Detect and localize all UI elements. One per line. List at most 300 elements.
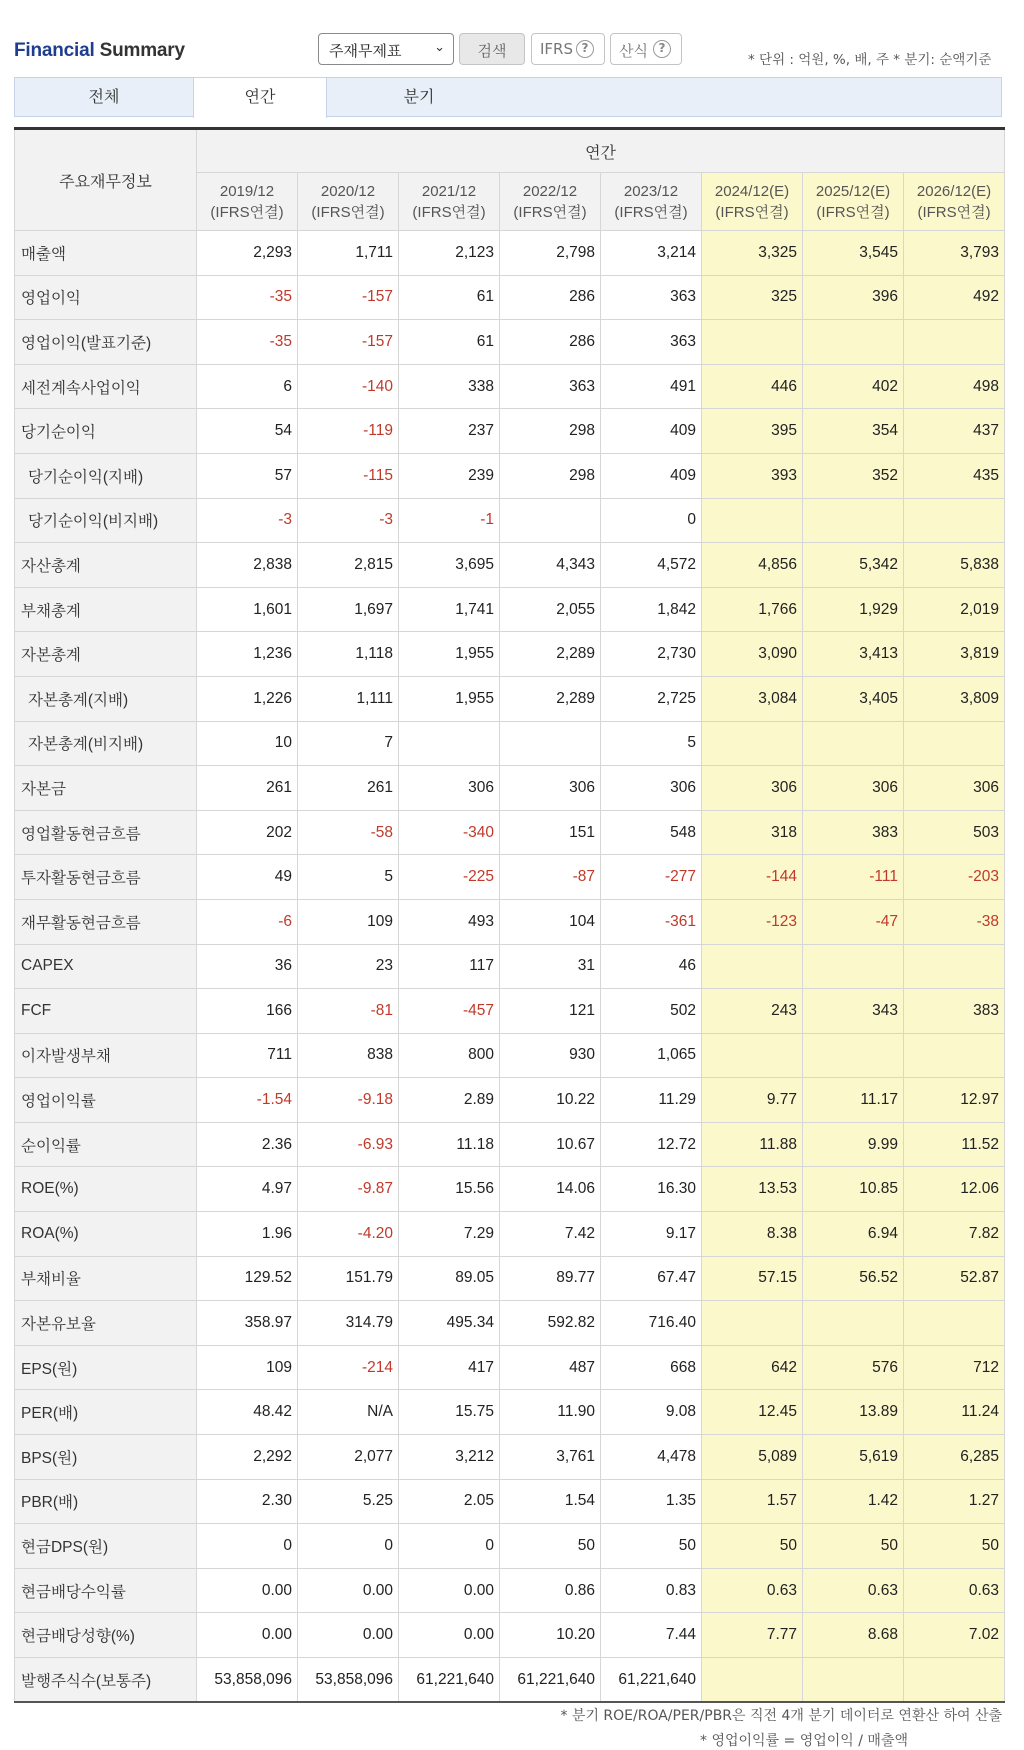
table-cell: -6.93 (298, 1122, 399, 1167)
table-cell: 354 (803, 409, 904, 454)
table-row (15, 632, 1005, 677)
table-cell: 306 (601, 766, 702, 811)
table-cell: 0.00 (298, 1568, 399, 1613)
table-cell: 15.75 (399, 1390, 500, 1435)
table-row (15, 231, 1005, 276)
table-cell: 363 (500, 364, 601, 409)
table-cell: 11.90 (500, 1390, 601, 1435)
table-cell: 492 (904, 275, 1005, 320)
toolbar (0, 0, 1024, 76)
table-cell: 2,725 (601, 676, 702, 721)
table-cell (904, 1033, 1005, 1078)
table-cell: 3,212 (399, 1435, 500, 1480)
table-cell: 437 (904, 409, 1005, 454)
column-basis: (IFRS연결) (614, 203, 688, 221)
table-cell (803, 944, 904, 989)
tab-all[interactable]: 전체 (88, 87, 120, 106)
column-header (399, 173, 500, 231)
table-cell: -157 (298, 275, 399, 320)
table-cell (500, 498, 601, 543)
table-cell: 314.79 (298, 1301, 399, 1346)
table-cell: 12.72 (601, 1122, 702, 1167)
table-cell: -6 (197, 899, 298, 944)
table-cell: 1,929 (803, 587, 904, 632)
table-cell: 4,343 (500, 543, 601, 588)
row-label: 자본유보율 (15, 1301, 197, 1346)
table-cell: 5,619 (803, 1435, 904, 1480)
table-cell: 1.27 (904, 1479, 1005, 1524)
table-cell: -111 (803, 855, 904, 900)
table-cell: 1.54 (500, 1479, 601, 1524)
table-row (15, 1301, 1005, 1346)
row-label: PER(배) (15, 1390, 197, 1435)
row-label: 자본총계(지배) (15, 676, 197, 721)
table-cell: 12.06 (904, 1167, 1005, 1212)
table-cell: 4,572 (601, 543, 702, 588)
row-label: 영업이익률 (15, 1078, 197, 1123)
table-row (15, 1479, 1005, 1524)
table-cell: 50 (702, 1524, 803, 1569)
table-cell: 109 (197, 1345, 298, 1390)
row-label: 이자발생부채 (15, 1033, 197, 1078)
table-cell: 2,815 (298, 543, 399, 588)
table-row (15, 320, 1005, 365)
table-cell: 237 (399, 409, 500, 454)
table-cell: 23 (298, 944, 399, 989)
table-cell (803, 498, 904, 543)
table-cell: 498 (904, 364, 1005, 409)
table-cell: -140 (298, 364, 399, 409)
table-cell (904, 320, 1005, 365)
table-cell: 1,766 (702, 587, 803, 632)
table-cell: 286 (500, 275, 601, 320)
column-period: 2026/12(E) (916, 182, 992, 200)
table-cell: 31 (500, 944, 601, 989)
table-cell: 286 (500, 320, 601, 365)
table-cell (500, 721, 601, 766)
table-cell: 3,084 (702, 676, 803, 721)
table-cell (702, 320, 803, 365)
table-cell: 306 (500, 766, 601, 811)
table-cell: 117 (399, 944, 500, 989)
table-cell: 11.17 (803, 1078, 904, 1123)
table-cell: -38 (904, 899, 1005, 944)
search-button[interactable]: 검색 (459, 33, 525, 65)
table-cell: -123 (702, 899, 803, 944)
column-period: 2025/12(E) (815, 182, 891, 200)
table-cell: 13.53 (702, 1167, 803, 1212)
column-header (601, 173, 702, 231)
table-cell: -35 (197, 275, 298, 320)
table-cell: 502 (601, 989, 702, 1034)
table-cell: 50 (904, 1524, 1005, 1569)
table-cell: 493 (399, 899, 500, 944)
row-label: 자본총계 (15, 632, 197, 677)
table-cell: 3,761 (500, 1435, 601, 1480)
row-label: 현금DPS(원) (15, 1524, 197, 1569)
table-cell: -203 (904, 855, 1005, 900)
table-cell (803, 721, 904, 766)
row-label: FCF (15, 989, 197, 1034)
table-cell (904, 944, 1005, 989)
table-row (15, 1033, 1005, 1078)
table-cell: 104 (500, 899, 601, 944)
table-cell (702, 944, 803, 989)
column-header (298, 173, 399, 231)
table-cell: 5 (601, 721, 702, 766)
row-label: PBR(배) (15, 1479, 197, 1524)
column-basis: (IFRS연결) (311, 203, 385, 221)
table-cell: 7.02 (904, 1613, 1005, 1658)
table-cell: -340 (399, 810, 500, 855)
table-cell: 2,055 (500, 587, 601, 632)
table-cell: 716.40 (601, 1301, 702, 1346)
row-label: 순이익률 (15, 1122, 197, 1167)
table-cell: 3,325 (702, 231, 803, 276)
table-cell: 2,123 (399, 231, 500, 276)
table-row (15, 1212, 1005, 1257)
row-label: 당기순이익 (15, 409, 197, 454)
table-cell: 1,741 (399, 587, 500, 632)
table-cell: 1,697 (298, 587, 399, 632)
table-cell: 487 (500, 1345, 601, 1390)
table-cell: 9.77 (702, 1078, 803, 1123)
table-cell (803, 1033, 904, 1078)
table-cell: -457 (399, 989, 500, 1034)
table-cell: 642 (702, 1345, 803, 1390)
table-cell: 3,090 (702, 632, 803, 677)
table-cell: 358.97 (197, 1301, 298, 1346)
column-period: 2023/12 (623, 182, 679, 200)
table-cell: 2.30 (197, 1479, 298, 1524)
table-cell: -115 (298, 453, 399, 498)
row-label: EPS(원) (15, 1345, 197, 1390)
table-cell: -9.87 (298, 1167, 399, 1212)
table-cell: 0 (197, 1524, 298, 1569)
table-cell: 4,478 (601, 1435, 702, 1480)
table-cell (702, 498, 803, 543)
row-label: 당기순이익(지배) (15, 453, 197, 498)
table-cell: -144 (702, 855, 803, 900)
footnote: * 분기 ROE/ROA/PER/PBR은 직전 4개 분기 데이터로 연환산 하여 산출 (560, 1708, 1002, 1724)
table-cell: -1.54 (197, 1078, 298, 1123)
table-cell: 395 (702, 409, 803, 454)
column-period: 2024/12(E) (714, 182, 790, 200)
column-basis: (IFRS연결) (210, 203, 284, 221)
table-cell: 166 (197, 989, 298, 1034)
table-cell: 50 (500, 1524, 601, 1569)
table-row (15, 1524, 1005, 1569)
table-cell: 239 (399, 453, 500, 498)
column-basis: (IFRS연결) (917, 203, 991, 221)
help-icon: ? (576, 40, 594, 58)
table-cell: -81 (298, 989, 399, 1034)
table-cell: 800 (399, 1033, 500, 1078)
table-cell: 5.25 (298, 1479, 399, 1524)
table-cell: 11.52 (904, 1122, 1005, 1167)
table-cell: 1,955 (399, 632, 500, 677)
row-label: 매출액 (15, 231, 197, 276)
table-cell: 2,292 (197, 1435, 298, 1480)
table-cell: 12.97 (904, 1078, 1005, 1123)
table-cell (702, 1301, 803, 1346)
table-cell: 10 (197, 721, 298, 766)
chevron-down-icon: ⌄ (434, 40, 445, 55)
table-row (15, 1658, 1005, 1703)
table-cell: 2.36 (197, 1122, 298, 1167)
table-cell: 8.38 (702, 1212, 803, 1257)
table-cell: 1,065 (601, 1033, 702, 1078)
table-cell (904, 1301, 1005, 1346)
table-cell: 3,695 (399, 543, 500, 588)
table-cell: 129.52 (197, 1256, 298, 1301)
table-cell: 9.08 (601, 1390, 702, 1435)
table-cell: 261 (197, 766, 298, 811)
table-cell: 2,730 (601, 632, 702, 677)
table-row (15, 810, 1005, 855)
table-cell: 393 (702, 453, 803, 498)
table-cell: 5,342 (803, 543, 904, 588)
ifrs-label: IFRS (540, 40, 573, 58)
table-cell: 0.00 (197, 1568, 298, 1613)
table-cell (803, 320, 904, 365)
footnote-2: * 영업이익률 = 영업이익 / 매출액 (700, 1733, 908, 1749)
formula-label: 산식 (619, 42, 648, 60)
table-cell: 6 (197, 364, 298, 409)
table-cell: 67.47 (601, 1256, 702, 1301)
table-cell: 10.67 (500, 1122, 601, 1167)
row-label: 영업이익 (15, 275, 197, 320)
table-cell (803, 1658, 904, 1703)
table-cell: 1,711 (298, 231, 399, 276)
table-cell: 396 (803, 275, 904, 320)
table-row (15, 1568, 1005, 1613)
table-cell: 50 (803, 1524, 904, 1569)
table-cell: 446 (702, 364, 803, 409)
column-period: 2021/12 (421, 182, 477, 200)
table-cell: 109 (298, 899, 399, 944)
help-icon: ? (653, 40, 671, 58)
table-cell: 417 (399, 1345, 500, 1390)
table-cell: 261 (298, 766, 399, 811)
table-cell: 5,838 (904, 543, 1005, 588)
table-cell: 5,089 (702, 1435, 803, 1480)
table-cell: 46 (601, 944, 702, 989)
table-cell: 2.89 (399, 1078, 500, 1123)
table-cell: 0.00 (399, 1613, 500, 1658)
table-cell: 7.42 (500, 1212, 601, 1257)
table-cell: 306 (399, 766, 500, 811)
table-cell: 1,842 (601, 587, 702, 632)
table-cell: 2,838 (197, 543, 298, 588)
tab-quarterly[interactable]: 분기 (403, 87, 435, 106)
table-cell: 383 (904, 989, 1005, 1034)
table-cell: 12.45 (702, 1390, 803, 1435)
table-cell: -58 (298, 810, 399, 855)
table-row (15, 1256, 1005, 1301)
column-header (500, 173, 601, 231)
table-cell: 15.56 (399, 1167, 500, 1212)
table-cell: 61,221,640 (399, 1658, 500, 1703)
table-cell: 3,545 (803, 231, 904, 276)
table-cell: 57.15 (702, 1256, 803, 1301)
table-row (15, 899, 1005, 944)
row-label: 자본총계(비지배) (15, 721, 197, 766)
row-label: BPS(원) (15, 1435, 197, 1480)
table-cell: 712 (904, 1345, 1005, 1390)
column-header (702, 173, 803, 231)
table-cell: -9.18 (298, 1078, 399, 1123)
page-title (14, 40, 185, 62)
table-row (15, 1122, 1005, 1167)
column-header (803, 173, 904, 231)
table-cell: N/A (298, 1390, 399, 1435)
table-cell: 9.17 (601, 1212, 702, 1257)
table-cell: 16.30 (601, 1167, 702, 1212)
table-cell: 383 (803, 810, 904, 855)
table-cell: 0 (298, 1524, 399, 1569)
row-label: ROE(%) (15, 1167, 197, 1212)
row-label: 현금배당성향(%) (15, 1613, 197, 1658)
table-cell: 306 (904, 766, 1005, 811)
title-financial: Financial (14, 40, 95, 61)
table-cell: 298 (500, 409, 601, 454)
table-cell: 0.63 (904, 1568, 1005, 1613)
table-row (15, 1613, 1005, 1658)
column-period: 2020/12 (320, 182, 376, 200)
table-cell: 7.82 (904, 1212, 1005, 1257)
table-cell: 10.22 (500, 1078, 601, 1123)
row-label: 영업이익(발표기준) (15, 320, 197, 365)
table-cell: -3 (298, 498, 399, 543)
table-cell: 6,285 (904, 1435, 1005, 1480)
table-cell: 0.86 (500, 1568, 601, 1613)
table-row (15, 1078, 1005, 1123)
table-cell: 3,214 (601, 231, 702, 276)
table-cell (702, 1658, 803, 1703)
table-cell (399, 721, 500, 766)
table-cell: -277 (601, 855, 702, 900)
table-cell: 495.34 (399, 1301, 500, 1346)
table-cell (904, 721, 1005, 766)
table-cell: 318 (702, 810, 803, 855)
formula-help-button[interactable] (610, 33, 682, 65)
title-summary: Summary (99, 40, 185, 61)
row-label: 재무활동현금흐름 (15, 899, 197, 944)
financial-summary-table (14, 127, 1005, 1703)
table-cell: 1,118 (298, 632, 399, 677)
table-cell: -214 (298, 1345, 399, 1390)
column-basis: (IFRS연결) (513, 203, 587, 221)
table-cell: 61 (399, 275, 500, 320)
table-cell: 503 (904, 810, 1005, 855)
table-row (15, 1167, 1005, 1212)
table-cell: 306 (702, 766, 803, 811)
table-cell: 338 (399, 364, 500, 409)
table-cell (702, 1033, 803, 1078)
table-row (15, 587, 1005, 632)
table-cell: 9.99 (803, 1122, 904, 1167)
table-cell: 1,111 (298, 676, 399, 721)
table-cell: 352 (803, 453, 904, 498)
table-cell: 343 (803, 989, 904, 1034)
table-cell: 2,293 (197, 231, 298, 276)
table-cell: 838 (298, 1033, 399, 1078)
table-cell: 89.05 (399, 1256, 500, 1301)
table-cell: 243 (702, 989, 803, 1034)
table-cell: 930 (500, 1033, 601, 1078)
table-cell: 10.85 (803, 1167, 904, 1212)
row-label: CAPEX (15, 944, 197, 989)
table-cell: 3,809 (904, 676, 1005, 721)
row-label: 자산총계 (15, 543, 197, 588)
table-row (15, 944, 1005, 989)
table-cell: 0.00 (298, 1613, 399, 1658)
table-cell: 0.83 (601, 1568, 702, 1613)
unit-note: * 단위 : 억원, %, 배, 주 * 분기: 순액기준 (748, 52, 992, 68)
ifrs-help-button[interactable] (531, 33, 605, 65)
period-tabs (14, 77, 1002, 117)
table-cell: -119 (298, 409, 399, 454)
table-cell: -87 (500, 855, 601, 900)
statement-type-select[interactable] (318, 33, 454, 65)
table-cell: -4.20 (298, 1212, 399, 1257)
table-row (15, 1345, 1005, 1390)
table-cell: 3,413 (803, 632, 904, 677)
table-cell: 1,236 (197, 632, 298, 677)
table-cell: 0 (601, 498, 702, 543)
table-cell: 0 (399, 1524, 500, 1569)
table-row (15, 721, 1005, 766)
table-cell: -157 (298, 320, 399, 365)
row-label: 발행주식수(보통주) (15, 1658, 197, 1703)
column-basis: (IFRS연결) (816, 203, 890, 221)
tab-annual[interactable]: 연간 (193, 78, 327, 118)
table-cell: 1,226 (197, 676, 298, 721)
table-row (15, 364, 1005, 409)
statement-type-value: 주재무제표 (329, 42, 402, 60)
table-cell: 7.29 (399, 1212, 500, 1257)
table-cell: 2,077 (298, 1435, 399, 1480)
table-cell: 0.00 (197, 1613, 298, 1658)
table-cell: 13.89 (803, 1390, 904, 1435)
table-row (15, 453, 1005, 498)
table-cell: -225 (399, 855, 500, 900)
table-cell: 11.29 (601, 1078, 702, 1123)
row-label: 당기순이익(비지배) (15, 498, 197, 543)
table-cell: -3 (197, 498, 298, 543)
table-cell: 8.68 (803, 1613, 904, 1658)
table-cell: 363 (601, 320, 702, 365)
table-cell: 53,858,096 (197, 1658, 298, 1703)
table-cell: 2,798 (500, 231, 601, 276)
row-label: 부채총계 (15, 587, 197, 632)
table-cell: 54 (197, 409, 298, 454)
table-cell: -361 (601, 899, 702, 944)
table-row (15, 989, 1005, 1034)
table-cell: 7.44 (601, 1613, 702, 1658)
table-cell: 36 (197, 944, 298, 989)
table-cell: 151 (500, 810, 601, 855)
row-label: 부채비율 (15, 1256, 197, 1301)
table-cell: 592.82 (500, 1301, 601, 1346)
table-cell: 49 (197, 855, 298, 900)
column-period: 2022/12 (522, 182, 578, 200)
table-cell: 1,601 (197, 587, 298, 632)
table-cell (904, 498, 1005, 543)
table-cell: 435 (904, 453, 1005, 498)
table-cell: 491 (601, 364, 702, 409)
